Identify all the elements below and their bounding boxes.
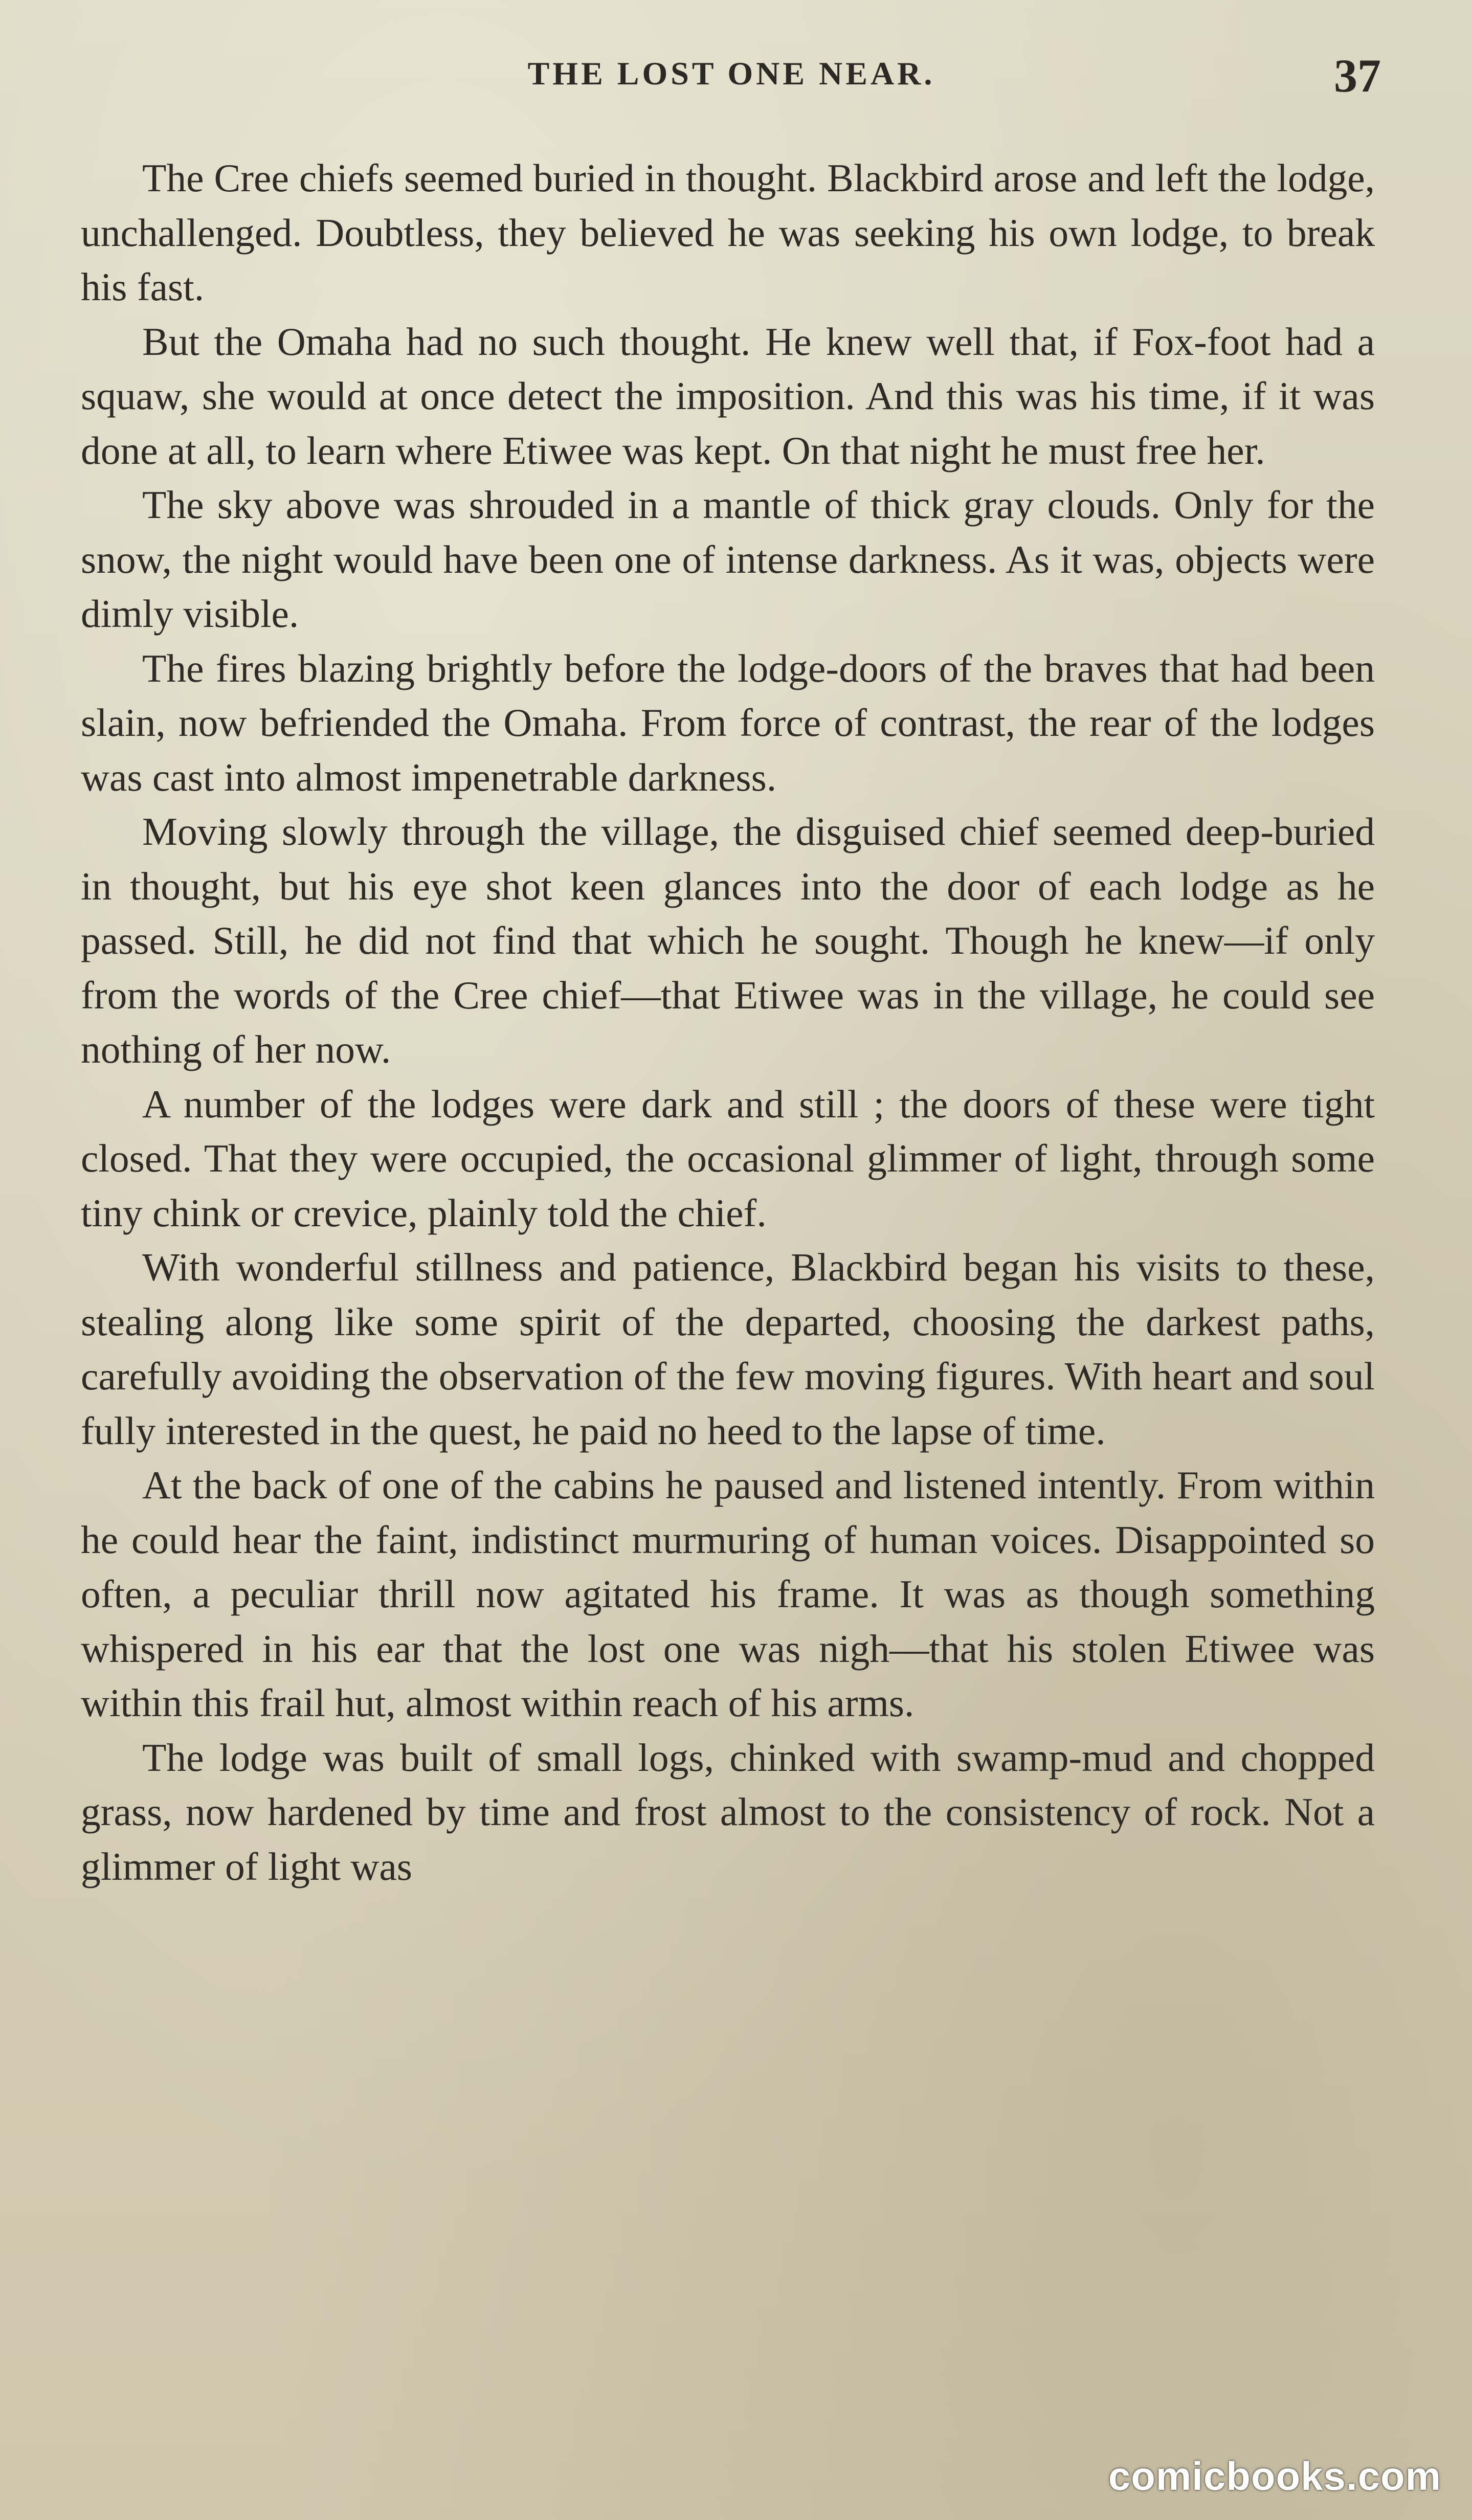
paragraph: The fires blazing brightly before the lodge-doors of the braves that had been slain, now befriended the Omaha. From force of contrast, the rear of the lodges was cast into almost impenetrable darkness. (81, 646, 1375, 799)
paragraph: With wonderful stillness and patience, Blackbird began his visits to these, stealing along like some spirit of the departed, choosing the darkest paths, carefully avoiding the observation of the few moving figures. With heart and soul fully interested in the quest, he paid no heed to the lapse of time. (81, 1245, 1375, 1453)
watermark: comicbooks.com (1108, 2454, 1441, 2499)
paragraph: But the Omaha had no such thought. He knew well that, if Fox-foot had a squaw, she would at once detect the imposition. And this was his time, if it was done at all, to learn where Etiwee was kept. On that night he must free her. (81, 319, 1375, 472)
running-head: THE LOST ONE NEAR. (527, 55, 935, 92)
paragraph: Moving slowly through the village, the disguised chief seemed deep-buried in thought, but his eye shot keen glances into the door of each lodge as he passed. Still, he did not find that which he sought. Though he knew—if only from the words of the Cree chief—that Etiwee was in the village, he could see nothing of her now. (81, 809, 1375, 1071)
body-text (81, 151, 1375, 1894)
paragraph: The Cree chiefs seemed buried in thought. Blackbird arose and left the lodge, unchallenged. Doubtless, they believed he was seeking his own lodge, to break his fast. (81, 156, 1375, 309)
paragraph: The lodge was built of small logs, chinked with swamp-mud and chopped grass, now hardened by time and frost almost to the consistency of rock. Not a glimmer of light was (81, 1735, 1375, 1888)
page-number: 37 (1334, 50, 1381, 102)
paragraph: At the back of one of the cabins he paused and listened intently. From within he could hear the faint, indistinct murmuring of human voices. Disappointed so often, a peculiar thrill now agitated his frame. It was as though something whispered in his ear that the lost one was nigh—that his stolen Etiwee was within this frail hut, almost within reach of his arms. (81, 1463, 1375, 1725)
page-header (82, 49, 1381, 105)
paragraph: A number of the lodges were dark and still ; the doors of these were tight closed. That they were occupied, the occasional glimmer of light, through some tiny chink or crevice, plainly told the chief. (81, 1082, 1375, 1235)
paragraph: The sky above was shrouded in a mantle of thick gray clouds. Only for the snow, the night would have been one of intense darkness. As it was, objects were dimly visible. (81, 483, 1375, 636)
